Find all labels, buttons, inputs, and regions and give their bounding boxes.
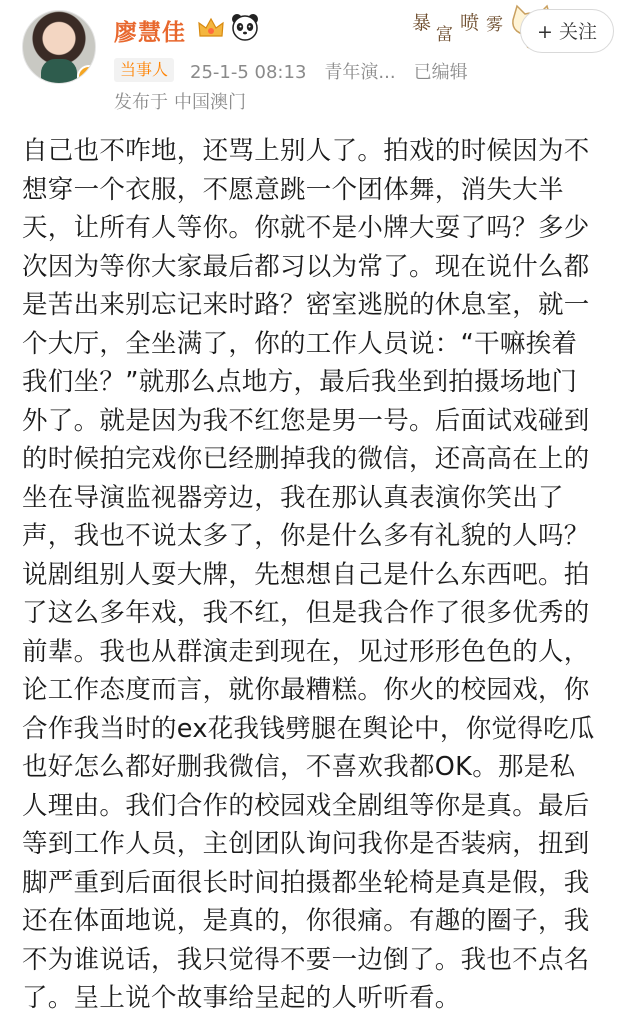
content-line: 的时候拍完戏你已经删掉我的微信，还高高在上的: [22, 444, 590, 474]
content-line: 坐在导演监视器旁边，我在那认真表演你笑出了: [22, 482, 564, 513]
content-line: 外了。就是因为我不红您是男一号。后面试戏碰到: [22, 405, 590, 436]
post-date: 25-1-5 08:13: [190, 62, 307, 83]
avatar[interactable]: [22, 10, 96, 84]
content-line: 自己也不咋地，还骂上别人了。拍戏的时候因为不: [22, 136, 590, 166]
content-line: 了。呈上说个故事给呈起的人听听看。: [22, 983, 461, 1013]
content-line: 合作我当时的ex花我钱劈腿在舆论中，你觉得吃瓜: [22, 713, 595, 744]
location-text: 中国澳门: [174, 92, 246, 113]
content-line: 人理由。我们合作的校园戏全剧组等你是真。最后: [22, 790, 590, 821]
panda-icon: [230, 12, 260, 42]
decoration-char: 暴: [412, 12, 432, 34]
content-line: 次因为等你大家最后都习以为常了。现在说什么都: [22, 251, 590, 282]
content-line: 论工作态度而言，就你最糟糕。你火的校园戏，你: [22, 675, 590, 705]
decoration-text: [410, 0, 520, 45]
content-line: 前辈。我也从群演走到现在，见过形形色色的人，: [22, 636, 590, 667]
decoration-char: 雾: [486, 15, 503, 35]
role-tag: 当事人: [114, 58, 174, 82]
username[interactable]: 廖慧佳: [114, 20, 186, 46]
content-line: 个大厅，全坐满了，你的工作人员说：“干嘛挨着: [22, 328, 578, 359]
crown-icon: [197, 16, 225, 40]
decoration-char: 喷: [460, 12, 480, 34]
content-line: 我们坐？”就那么点地方，最后我坐到拍摄场地门: [22, 367, 578, 397]
content-line: 说剧组别人耍大牌，先想想自己是什么东西吧。拍: [22, 559, 590, 590]
follow-button[interactable]: + 关注: [520, 9, 614, 53]
avatar-figure: [41, 59, 77, 84]
content-line: 脚严重到后面很长时间拍摄都坐轮椅是真是假，我: [22, 867, 590, 898]
content-line: 还在体面地说，是真的，你很痛。有趣的圈子，我: [22, 906, 590, 936]
edited-label: 已编辑: [413, 62, 468, 83]
content-line: 想穿一个衣服，不愿意跳一个团体舞，消失大半: [22, 174, 564, 205]
post-meta: [190, 58, 486, 84]
post-source[interactable]: 青年演...: [324, 62, 396, 83]
posted-prefix: 发布于: [114, 92, 168, 113]
content-line: 声，我也不说太多了，你是什么多有礼貌的人吗？: [22, 521, 590, 551]
content-line: 是苦出来别忘记来时路？密室逃脱的休息室，就一: [22, 290, 590, 320]
post-header: [0, 0, 636, 120]
post-content: [22, 132, 618, 1018]
content-line: 不为谁说话，我只觉得不要一边倒了。我也不点名: [22, 944, 590, 975]
decoration-char: 富: [436, 25, 453, 45]
verified-badge-icon: V: [77, 65, 96, 84]
content-line: 也好怎么都好删我微信，不喜欢我都OK。那是私: [22, 752, 576, 782]
content-line: 等到工作人员，主创团队询问我你是否装病，扭到: [22, 829, 590, 859]
content-line: 天，让所有人等你。你就不是小牌大耍了吗？多少: [22, 213, 590, 243]
posted-location: [114, 88, 252, 114]
content-line: 了这么多年戏，我不红，但是我合作了很多优秀的: [22, 598, 590, 628]
